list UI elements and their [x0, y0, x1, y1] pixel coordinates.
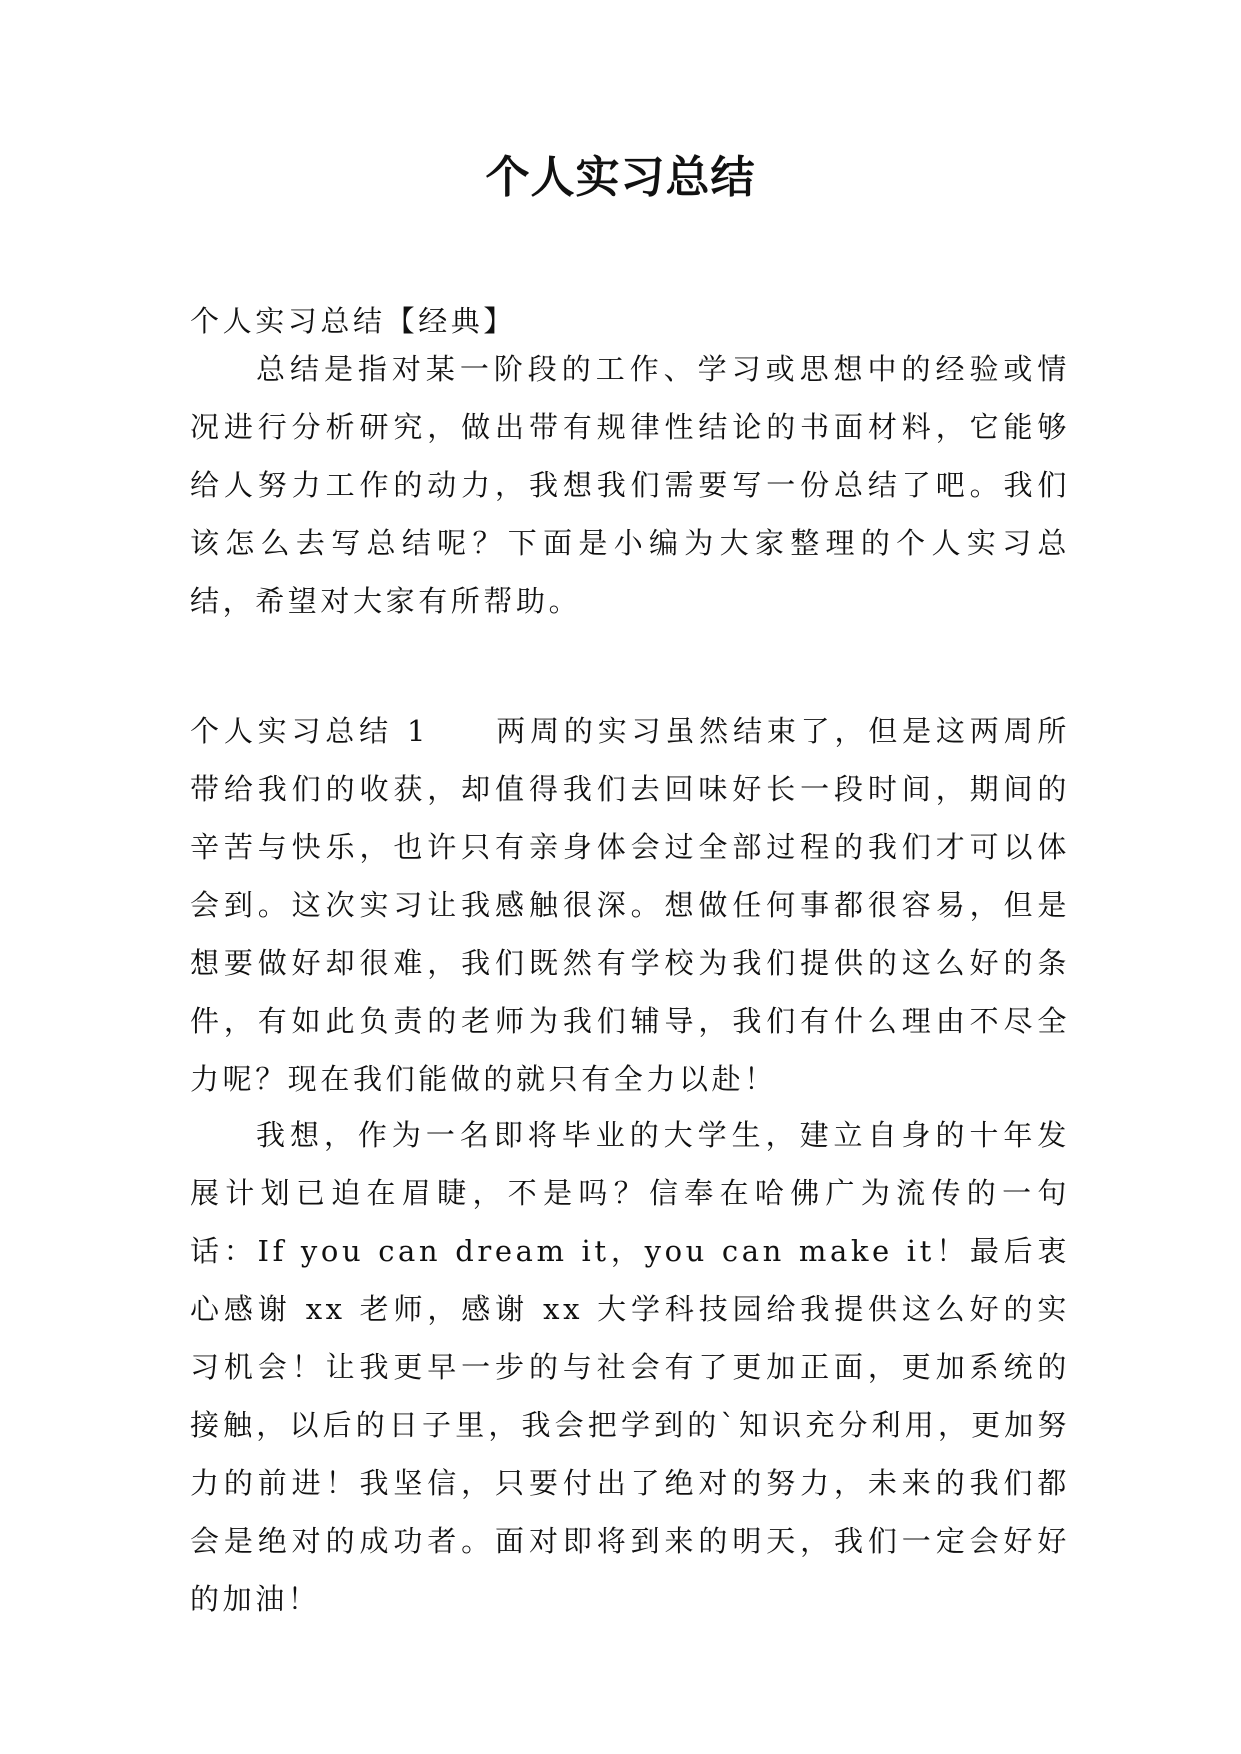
- intro-paragraph: 总结是指对某一阶段的工作、学习或思想中的经验或情况进行分析研究，做出带有规律性结论的书面材料，它能够给人努力工作的动力，我想我们需要写一份总结了吧。我们该怎么去写总结呢？下面是小编为大家整理的个人实习总结，希望对大家有所帮助。: [190, 352, 1070, 618]
- section-1-heading: 个人实习总结 1: [190, 714, 430, 748]
- document-title: 个人实习总结: [485, 152, 756, 203]
- section-1-paragraph-2: 我想，作为一名即将毕业的大学生，建立自身的十年发展计划已迫在眉睫，不是吗？信奉在哈佛广为流传的一句话：If you can dream it，you can make it！最后衷心感谢 xx 老师，感谢 xx 大学科技园给我提供这么好的实习机会！让我更早一步的与社会有了更加正面，更加系统的接触，以后的日子里，我会把学到的`知识充分利用，更加努力的前进！我坚信，只要付出了绝对的努力，未来的我们都会是绝对的成功者。面对即将到来的明天，我们一定会好好的加油！: [190, 1118, 1070, 1616]
- section-1-paragraph-1: [190, 702, 1070, 1108]
- section-1-paragraph-1-text: 两周的实习虽然结束了，但是这两周所带给我们的收获，却值得我们去回味好长一段时间，期间的辛苦与快乐，也许只有亲身体会过全部过程的我们才可以体会到。这次实习让我感触很深。想做任何事都很容易，但是想要做好却很难，我们既然有学校为我们提供的这么好的条件，有如此负责的老师为我们辅导，我们有什么理由不尽全力呢？现在我们能做的就只有全力以赴！: [190, 714, 1070, 1096]
- document-subtitle: 个人实习总结【经典】: [190, 304, 517, 338]
